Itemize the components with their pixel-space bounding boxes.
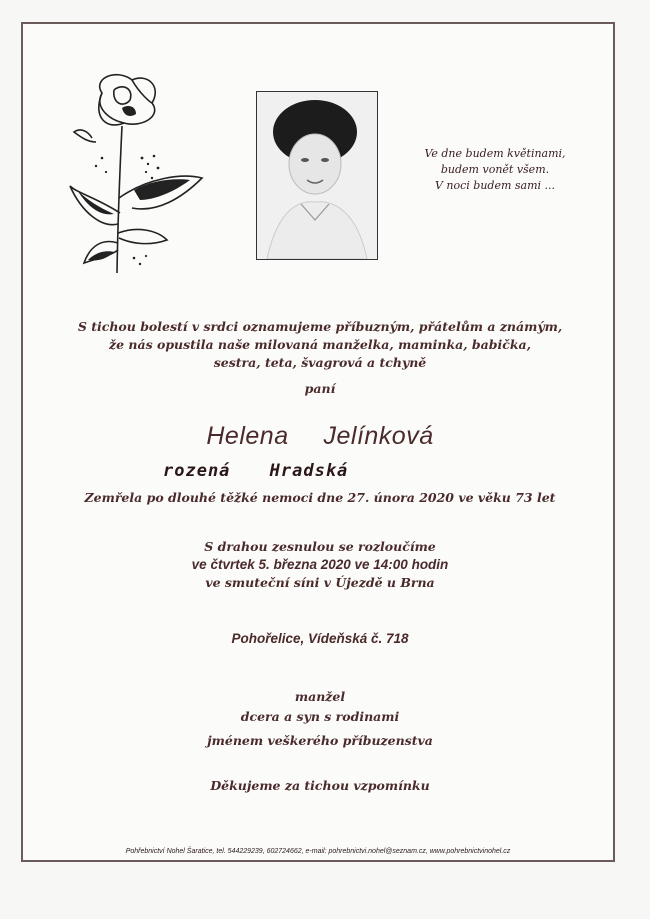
title-pani: paní — [304, 381, 336, 396]
farewell-intro: S drahou zesnulou se rozloučíme — [204, 539, 436, 554]
relatives-line: jménem veškerého příbuzenstva — [207, 733, 433, 748]
farewell-block — [60, 538, 580, 592]
death-line: Zemřela po dlouhé těžké nemoci dne 27. února 2020 ve věku 73 let — [84, 490, 556, 505]
maiden-name: rozená Hradská — [163, 461, 349, 481]
footer-contact: Pohřebnictví Nohel Šaratice, tel. 544229239, 602724662, e-mail: pohrebnictvi.nohel@seznam.cz, www.pohrebnictvinohel.cz — [125, 848, 511, 855]
address: Pohořelice, Vídeňská č. 718 — [231, 631, 409, 646]
farewell-venue: ve smuteční síni v Újezdě u Brna — [205, 575, 435, 590]
announcement — [60, 318, 580, 372]
poem-line: V noci budem sami ... — [434, 179, 556, 192]
family-line: dcera a syn s rodinami — [240, 709, 400, 724]
farewell-datetime: ve čtvrtek 5. března 2020 ve 14:00 hodin — [191, 557, 449, 572]
poem-line: budem vonět všem. — [440, 163, 550, 176]
family-block — [60, 687, 580, 727]
portrait-photo — [256, 91, 378, 260]
portrait-image — [257, 92, 377, 259]
family-line: manžel — [294, 689, 346, 704]
announcement-line: že nás opustila naše milovaná manželka, maminka, babička, — [109, 337, 531, 352]
thanks-line: Děkujeme za tichou vzpomínku — [210, 778, 430, 793]
deceased-name: Helena Jelínková — [206, 422, 434, 450]
announcement-line: sestra, teta, švagrová a tchyně — [213, 355, 427, 370]
poem — [420, 146, 570, 194]
poem-line: Ve dne budem květinami, — [424, 147, 566, 160]
rose-illustration — [62, 68, 212, 283]
announcement-line: S tichou bolestí v srdci oznamujeme příbuzným, přátelům a známým, — [77, 319, 563, 334]
